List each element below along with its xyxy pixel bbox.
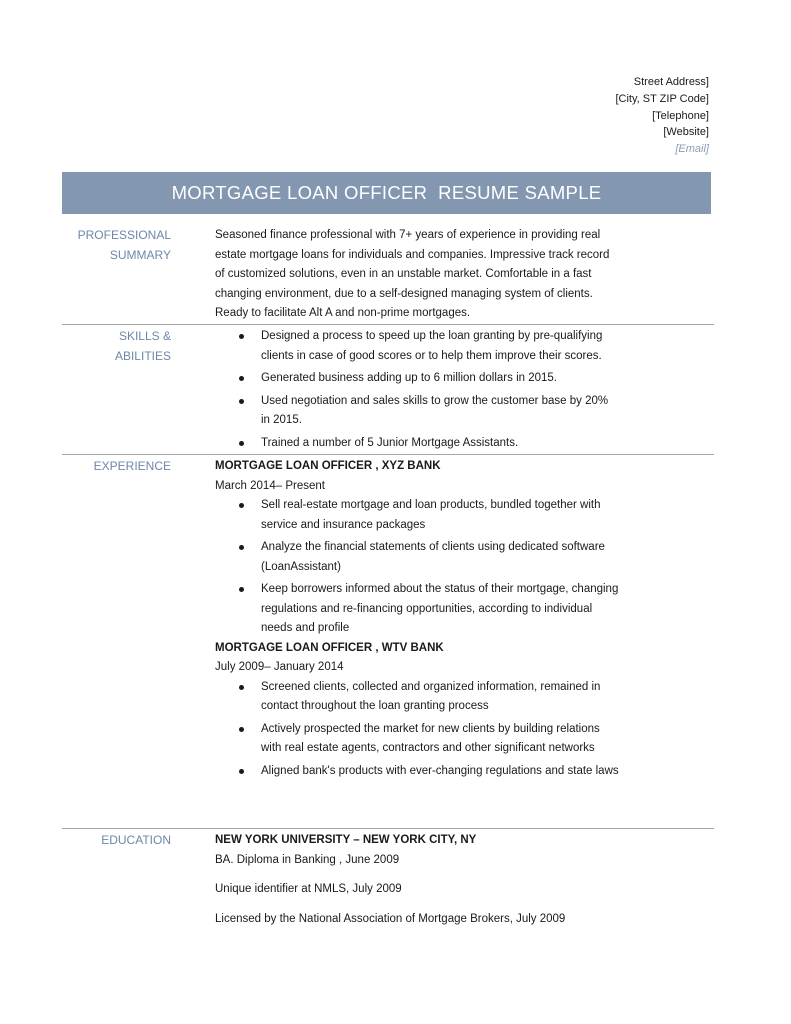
school-name: NEW YORK UNIVERSITY – NEW YORK CITY, NY: [215, 834, 477, 846]
summary-label-line2: SUMMARY: [109, 247, 171, 262]
job-bullets: [215, 678, 620, 782]
skills-section: [62, 324, 714, 449]
resume-title: MORTGAGE LOAN OFFICER RESUME SAMPLE: [171, 182, 602, 203]
website: [Website]: [663, 126, 709, 139]
contact-block: [615, 74, 709, 158]
list-item: Used negotiation and sales skills to grow the customer base by 20% in 2015.: [215, 392, 620, 431]
list-item: Screened clients, collected and organized information, remained in contact throughout the loan granting process: [215, 678, 620, 717]
experience-label: EXPERIENCE: [93, 459, 171, 473]
education-line: Unique identifier at NMLS, July 2009: [215, 883, 402, 895]
job-title: MORTGAGE LOAN OFFICER , XYZ BANK: [215, 460, 441, 472]
education-body: [215, 831, 620, 929]
list-item: Keep borrowers informed about the status of their mortgage, changing regulations and re-financing opportunities, according to individual needs and profile: [215, 580, 620, 639]
list-item: Designed a process to speed up the loan granting by pre-qualifying clients in case of good scores or to help them improve their scores.: [215, 327, 620, 366]
experience-section: [62, 454, 714, 777]
summary-body: [215, 226, 620, 324]
list-item: Analyze the financial statements of clients using dedicated software (LoanAssistant): [215, 538, 620, 577]
job-title: MORTGAGE LOAN OFFICER , WTV BANK: [215, 641, 444, 654]
list-item: Sell real-estate mortgage and loan products, bundled together with service and insurance packages: [215, 496, 620, 535]
experience-body: [215, 457, 620, 781]
skills-body: [215, 327, 620, 453]
skills-list: [215, 327, 620, 453]
education-label: EDUCATION: [101, 833, 171, 847]
education-line: BA. Diploma in Banking , June 2009: [215, 853, 400, 866]
list-item: Aligned bank's products with ever-changing regulations and state laws: [215, 762, 620, 782]
summary-label-line1: PROFESSIONAL: [77, 228, 171, 242]
list-item: Actively prospected the market for new clients by building relations with real estate agents, contractors and other significant networks: [215, 720, 620, 759]
title-banner: [62, 172, 711, 214]
street-address: Street Address]: [633, 76, 709, 88]
city-state-zip: [City, ST ZIP Code]: [615, 92, 709, 105]
summary-text: Seasoned finance professional with 7+ years of experience in providing real estate mortgage loans for individuals and companies. Impressive track record of customized solutions, even in an unstable market. Comfortable in a fast changing environment, due to a self-designed managing system of clients. Ready to facilitate Alt A and non-prime mortgages.: [215, 229, 610, 319]
education-section: [62, 828, 714, 925]
summary-label: [62, 226, 171, 265]
job-dates: July 2009– January 2014: [215, 661, 344, 673]
job-bullets: [215, 496, 620, 639]
job-dates: March 2014– Present: [215, 479, 325, 492]
education-line: Licensed by the National Association of Mortgage Brokers, July 2009: [215, 912, 566, 925]
skills-label: SKILLS & ABILITIES: [114, 329, 171, 363]
email: [Email]: [675, 143, 709, 156]
telephone: [Telephone]: [652, 109, 709, 122]
list-item: Trained a number of 5 Junior Mortgage Assistants.: [215, 434, 620, 454]
list-item: Generated business adding up to 6 million dollars in 2015.: [215, 369, 620, 389]
